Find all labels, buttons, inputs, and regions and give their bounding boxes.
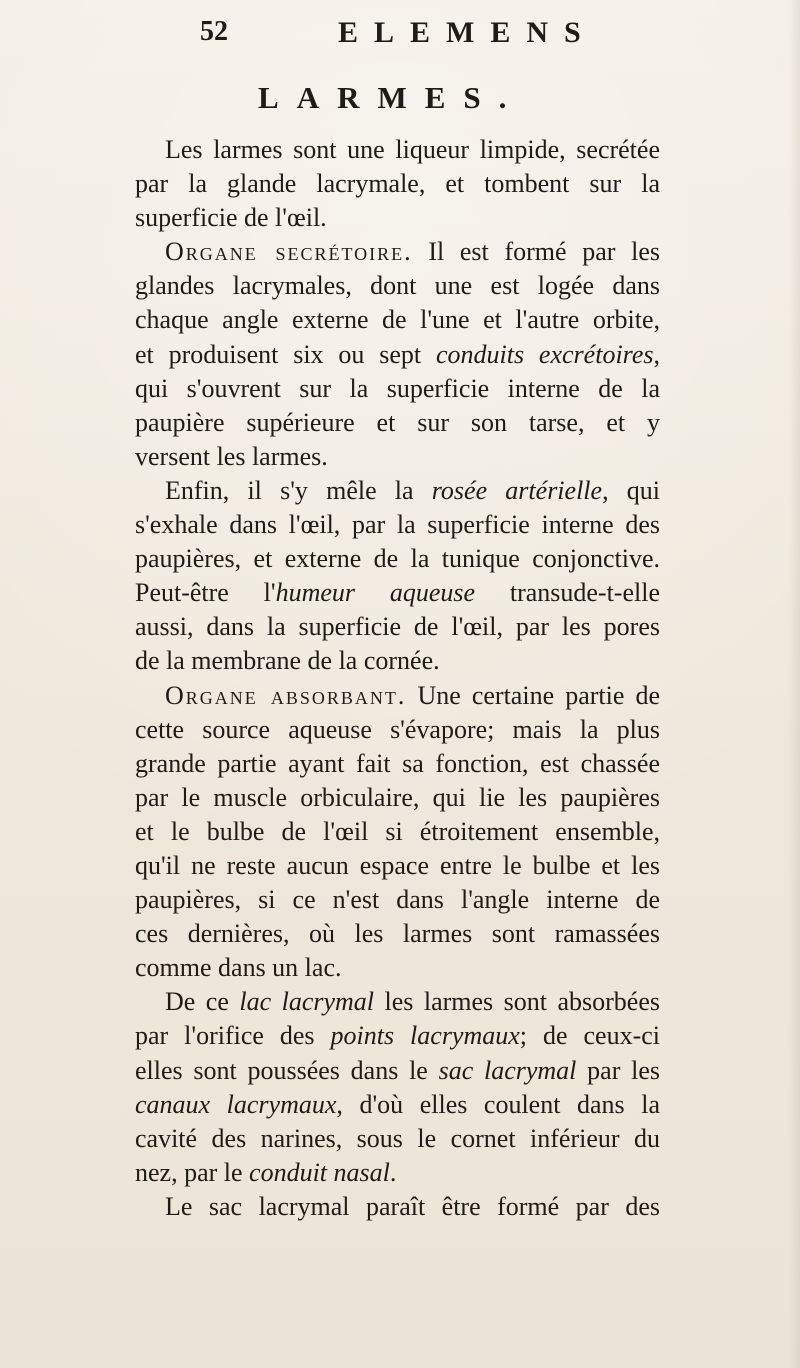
text-line: qu'il ne reste aucun espace entre le bulbe et les [135, 850, 660, 880]
text-line: et le bulbe de l'œil si étroitement ensemble, [135, 816, 660, 846]
text-line: paupières, si ce n'est dans l'angle interne de [135, 885, 660, 915]
text-line: versent les larmes. [135, 441, 328, 471]
section-heading: Organe absorbant. [165, 680, 407, 710]
text-line: glandes lacrymales, dont une est logée dans [135, 271, 660, 301]
text-line: paupières, et externe de la tunique conjonctive. [135, 544, 660, 574]
text-line: paupière supérieure et sur son tarse, et y [135, 407, 660, 437]
text-line: aussi, dans la superficie de l'œil, par les pores [135, 612, 660, 642]
text-line: qui s'ouvrent sur la superficie interne de la [135, 373, 660, 403]
text-line: ces dernières, où les larmes sont ramassées [135, 919, 660, 949]
text-line: par le muscle orbiculaire, qui lie les paupières [135, 782, 660, 812]
body-text [135, 133, 660, 1224]
section-heading: Organe secrétoire. [165, 237, 413, 267]
text-line: grande partie ayant fait sa fonction, est chassée [135, 748, 660, 778]
text-line: par l'orifice des points lacrymaux; de ceux-ci [135, 1021, 660, 1051]
running-title: ELEMENS [338, 16, 597, 49]
text-line: s'exhale dans l'œil, par la superficie interne des [135, 510, 660, 540]
page-edge-shadow [788, 0, 800, 1368]
text-line: par la glande lacrymale, et tombent sur la [135, 169, 660, 199]
text-line: Le sac lacrymal paraît être formé par des [165, 1191, 660, 1221]
text-line: elles sont poussées dans le sac lacrymal par les [135, 1055, 660, 1085]
page-number: 52 [200, 16, 228, 47]
section-title: LARMES. [258, 80, 525, 115]
text-line: nez, par le conduit nasal. [135, 1157, 397, 1187]
text-line: canaux lacrymaux, d'où elles coulent dans la [135, 1089, 660, 1119]
text-line: chaque angle externe de l'une et l'autre orbite, [135, 305, 660, 335]
text-line: De ce lac lacrymal les larmes sont absorbées [165, 987, 660, 1017]
page-header [200, 18, 620, 64]
text-line: Organe absorbant. Une certaine partie de [165, 680, 660, 710]
text-line: de la membrane de la cornée. [135, 646, 440, 676]
text-line: et produisent six ou sept conduits excrétoires, [135, 339, 660, 369]
text-line: comme dans un lac. [135, 953, 342, 983]
text-line: Enfin, il s'y mêle la rosée artérielle, qui [165, 475, 660, 505]
text-line: superficie de l'œil. [135, 203, 327, 233]
text-line: Peut-être l'humeur aqueuse transude-t-elle [135, 578, 660, 608]
text-line: Les larmes sont une liqueur limpide, secrétée [165, 135, 660, 164]
text-line: cette source aqueuse s'évapore; mais la plus [135, 714, 660, 744]
text-line: Organe secrétoire. Il est formé par les [165, 237, 660, 267]
text-line: cavité des narines, sous le cornet inférieur du [135, 1123, 660, 1153]
